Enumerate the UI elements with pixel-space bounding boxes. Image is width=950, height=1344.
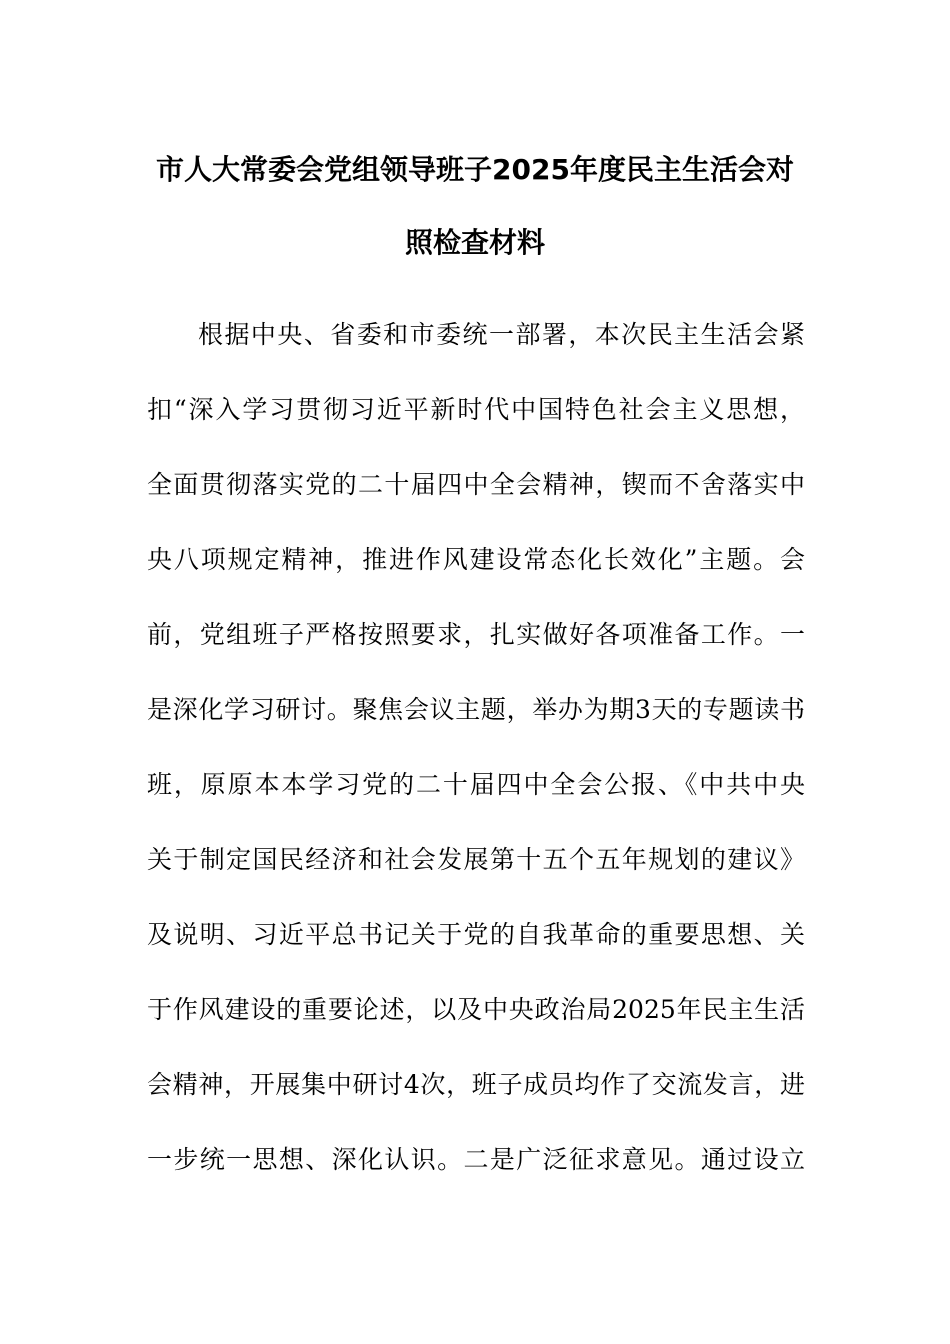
body-line: 根据中央、省委和市委统一部署，本次民主生活会紧 bbox=[198, 320, 805, 349]
body-line: 及说明、习近平总书记关于党的自我革命的重要思想、关 bbox=[147, 920, 805, 949]
body-line: 前，党组班子严格按照要求，扎实做好各项准备工作。一 bbox=[147, 620, 805, 649]
body-line: 扣“深入学习贯彻习近平新时代中国特色社会主义思想， bbox=[147, 395, 805, 424]
body-line: 一步统一思想、深化认识。二是广泛征求意见。通过设立 bbox=[147, 1145, 805, 1174]
body-line: 是深化学习研讨。聚焦会议主题，举办为期3天的专题读书 bbox=[147, 695, 805, 724]
body-line: 班，原原本本学习党的二十届四中全会公报、《中共中央 bbox=[147, 770, 805, 799]
body-line: 全面贯彻落实党的二十届四中全会精神，锲而不舍落实中 bbox=[147, 470, 805, 499]
body-line: 于作风建设的重要论述，以及中央政治局2025年民主生活 bbox=[147, 995, 805, 1024]
document-title-line-1: 市人大常委会党组领导班子2025年度民主生活会对 bbox=[156, 153, 794, 186]
body-line: 关于制定国民经济和社会发展第十五个五年规划的建议》 bbox=[147, 845, 805, 874]
document-title-line-2: 照检查材料 bbox=[404, 226, 545, 259]
body-line: 会精神，开展集中研讨4次，班子成员均作了交流发言，进 bbox=[147, 1070, 805, 1099]
body-line: 央八项规定精神，推进作风建设常态化长效化”主题。会 bbox=[147, 545, 805, 574]
